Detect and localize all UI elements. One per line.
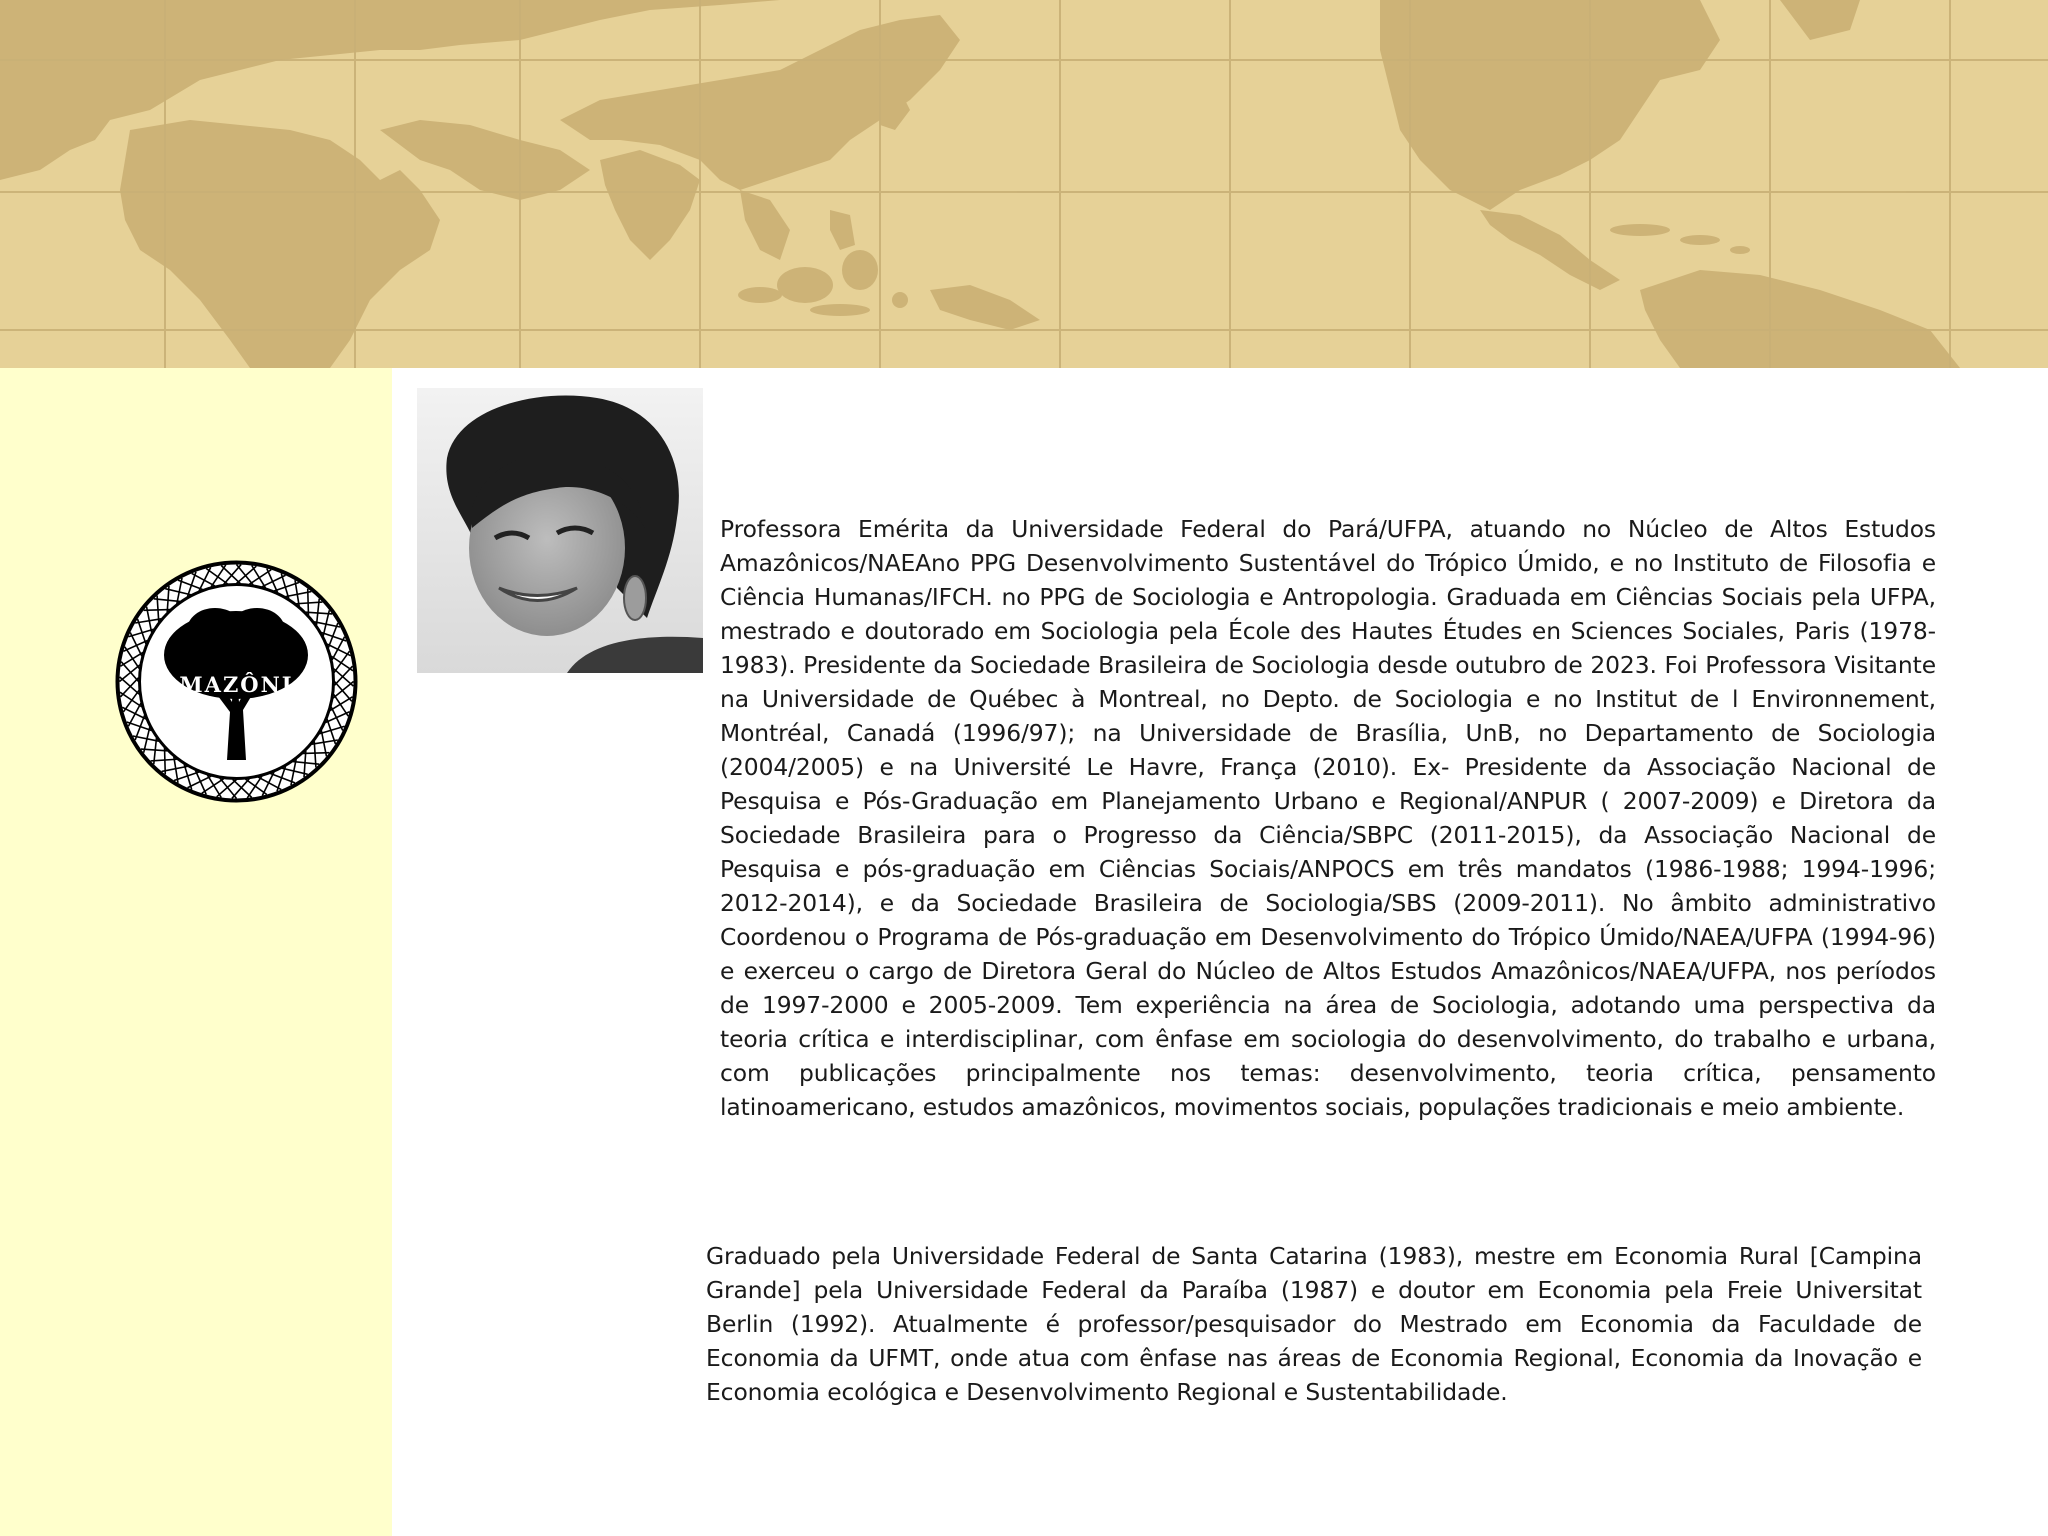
world-map-icon — [0, 0, 2048, 368]
bio-paragraph-2: Graduado pela Universidade Federal de Santa Catarina (1983), mestre em Economia Rural [Campina Grande] pela Universidade Federal da Paraíba (1987) e doutor em Economia pela Freie Universitat Berlin (1992). Atualmente é professor/pesquisador do Mestrado em Economia da Faculdade de Economia da UFMT, onde atua com ênfase nas áreas de Economia Regional, Economia da Inovação e Economia ecológica e Desenvolvimento Regional e Sustentabilidade. — [706, 1242, 1922, 1406]
amazonia-logo — [115, 560, 358, 803]
portrait-photo — [417, 388, 703, 673]
tree-icon — [115, 560, 358, 803]
bio-paragraph-1: Professora Emérita da Universidade Federal do Pará/UFPA, atuando no Núcleo de Altos Estudos Amazônicos/NAEAno PPG Desenvolvimento Sustentável do Trópico Úmido, e no Instituto de Filosofia e Ciência Humanas/IFCH. no PPG de Sociologia e Antropologia. Graduada em Ciências Sociais pela UFPA, mestrado e doutorado em Sociologia pela École des Hautes Études en Sciences Sociales, Paris (1978-1983). Presidente da Sociedade Brasileira de Sociologia desde outubro de 2023. Foi Professora Visitante na Universidade de Québec à Montreal, no Depto. de Sociologia e no Institut de l Environnement, Montréal, Canadá (1996/97); na Universidade de Brasília, UnB, no Departamento de Sociologia (2004/2005) e na Université Le Havre, França (2010). Ex- Presidente da Associação Nacional de Pesquisa e Pós-Graduação em Planejamento Urbano e Regional/ANPUR ( 2007-2009) e Diretora da Sociedade Brasileira para o Progresso da Ciência/SBPC (2011-2015), da Associação Nacional de Pesquisa e pós-graduação em Ciências Sociais/ANPOCS em três mandatos (1986-1988; 1994-1996; 2012-2014), e da Sociedade Brasileira de Sociologia/SBS (2009-2011). No âmbito administrativo Coordenou o Programa de Pós-graduação em Desenvolvimento do Trópico Úmido/NAEA/UFPA (1994-96) e exerceu o cargo de Diretora Geral do Núcleo de Altos Estudos Amazônicos/NAEA/UFPA, nos períodos de 1997-2000 e 2005-2009. Tem experiência na área de Sociologia, adotando uma perspectiva da teoria crítica e interdisciplinar, com ênfase em sociologia do desenvolvimento, do trabalho e urbana, com publicações principalmente nos temas: desenvolvimento, teoria crítica, pensamento latinoamericano, estudos amazônicos, movimentos sociais, populações tradicionais e meio ambiente. — [720, 515, 1936, 1121]
world-map-banner — [0, 0, 2048, 368]
woman-portrait-icon — [417, 388, 703, 673]
left-sidebar — [0, 368, 392, 1536]
logo-text: AMAZÔNIA — [161, 672, 312, 697]
